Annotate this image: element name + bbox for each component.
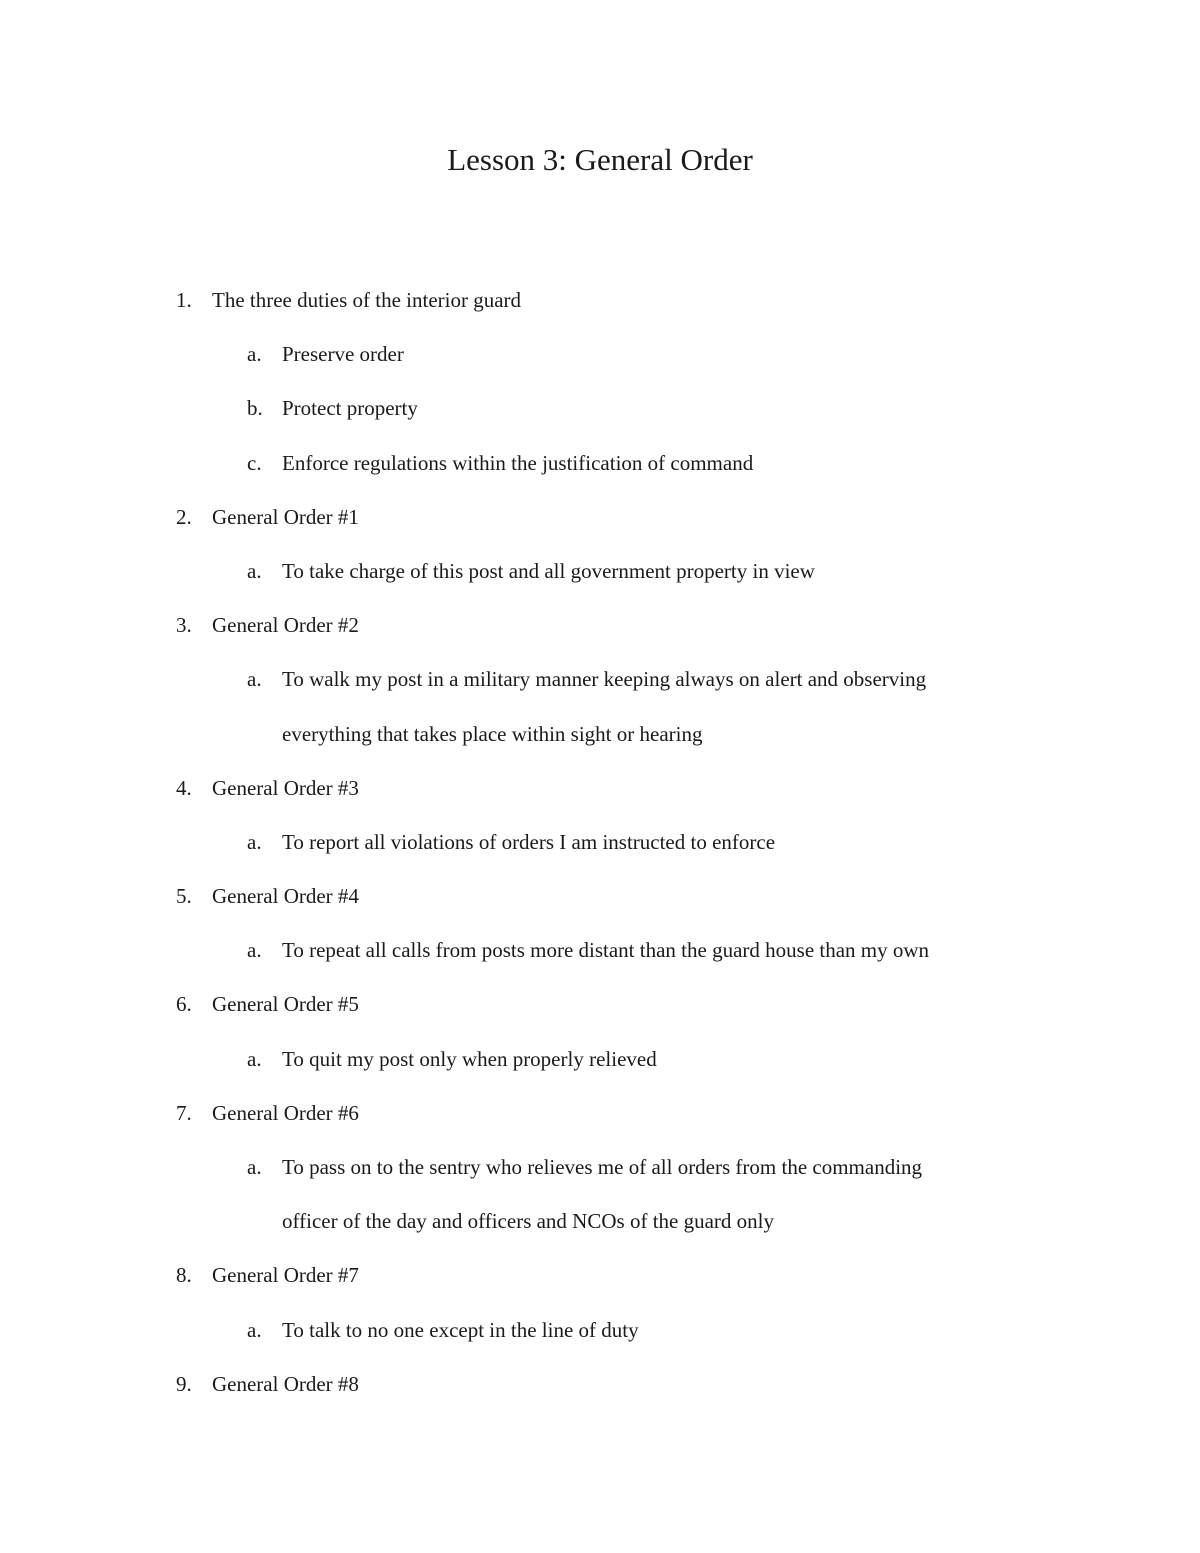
sub-item (0, 553, 1200, 607)
sub-item-letter: a. (247, 342, 262, 367)
item-text: General Order #1 (212, 504, 359, 529)
list-item (0, 1366, 1200, 1420)
outline-list (0, 282, 1200, 1420)
item-text: General Order #2 (212, 613, 359, 638)
item-number: 8. (176, 1263, 192, 1288)
page-title: Lesson 3: General Order (447, 142, 753, 177)
sub-item-continuation (0, 716, 1200, 770)
item-number: 6. (176, 992, 192, 1017)
sub-item (0, 390, 1200, 444)
sub-item-letter: a. (247, 558, 262, 583)
sub-item-letter: c. (247, 450, 262, 475)
sub-item (0, 1041, 1200, 1095)
item-text: General Order #5 (212, 992, 359, 1017)
sub-item-text: To report all violations of orders I am instructed to enforce (282, 829, 776, 854)
sub-item-text: To take charge of this post and all government property in view (282, 558, 815, 583)
sub-item (0, 1312, 1200, 1366)
sub-item-text: To pass on to the sentry who relieves me of all orders from the commanding (282, 1155, 923, 1179)
item-text: General Order #3 (212, 775, 359, 800)
sub-item-letter: a. (247, 1046, 262, 1071)
sub-item-text: Enforce regulations within the justification of command (282, 450, 754, 475)
item-number: 7. (176, 1100, 192, 1125)
list-item (0, 282, 1200, 336)
list-item (0, 878, 1200, 932)
list-item (0, 1095, 1200, 1149)
item-text: General Order #4 (212, 884, 359, 909)
sub-item-text: To quit my post only when properly relieved (282, 1046, 657, 1071)
item-text: General Order #7 (212, 1263, 359, 1288)
item-text: General Order #6 (212, 1100, 359, 1125)
sub-item-letter: a. (247, 829, 262, 854)
sub-item-letter: b. (247, 396, 263, 421)
sub-item-text: officer of the day and officers and NCOs of the guard only (282, 1209, 774, 1234)
item-text: General Order #8 (212, 1371, 359, 1396)
list-item (0, 986, 1200, 1040)
sub-item-text: Protect property (282, 396, 418, 421)
sub-item-text: To repeat all calls from posts more distant than the guard house than my own (282, 938, 930, 963)
list-item (0, 1257, 1200, 1311)
item-number: 4. (176, 775, 192, 800)
sub-item (0, 932, 1200, 986)
sub-item-text: Preserve order (282, 342, 404, 367)
sub-item-continuation (0, 1203, 1200, 1257)
item-number: 2. (176, 504, 192, 529)
sub-item (0, 1149, 1200, 1203)
sub-item-letter: a. (247, 667, 262, 692)
sub-item-letter: a. (247, 1155, 262, 1179)
item-number: 1. (176, 288, 192, 312)
sub-item (0, 661, 1200, 715)
sub-item (0, 824, 1200, 878)
sub-item-text: To talk to no one except in the line of duty (282, 1317, 639, 1342)
item-text: The three duties of the interior guard (212, 288, 522, 312)
sub-item-letter: a. (247, 1317, 262, 1342)
sub-item-text: everything that takes place within sight or hearing (282, 721, 703, 746)
sub-item (0, 445, 1200, 499)
item-number: 9. (176, 1371, 192, 1396)
list-item (0, 499, 1200, 553)
sub-item (0, 336, 1200, 390)
list-item (0, 770, 1200, 824)
item-number: 3. (176, 613, 192, 638)
sub-item-text: To walk my post in a military manner keeping always on alert and observing (282, 667, 927, 692)
sub-item-letter: a. (247, 938, 262, 963)
list-item (0, 607, 1200, 661)
item-number: 5. (176, 884, 192, 909)
